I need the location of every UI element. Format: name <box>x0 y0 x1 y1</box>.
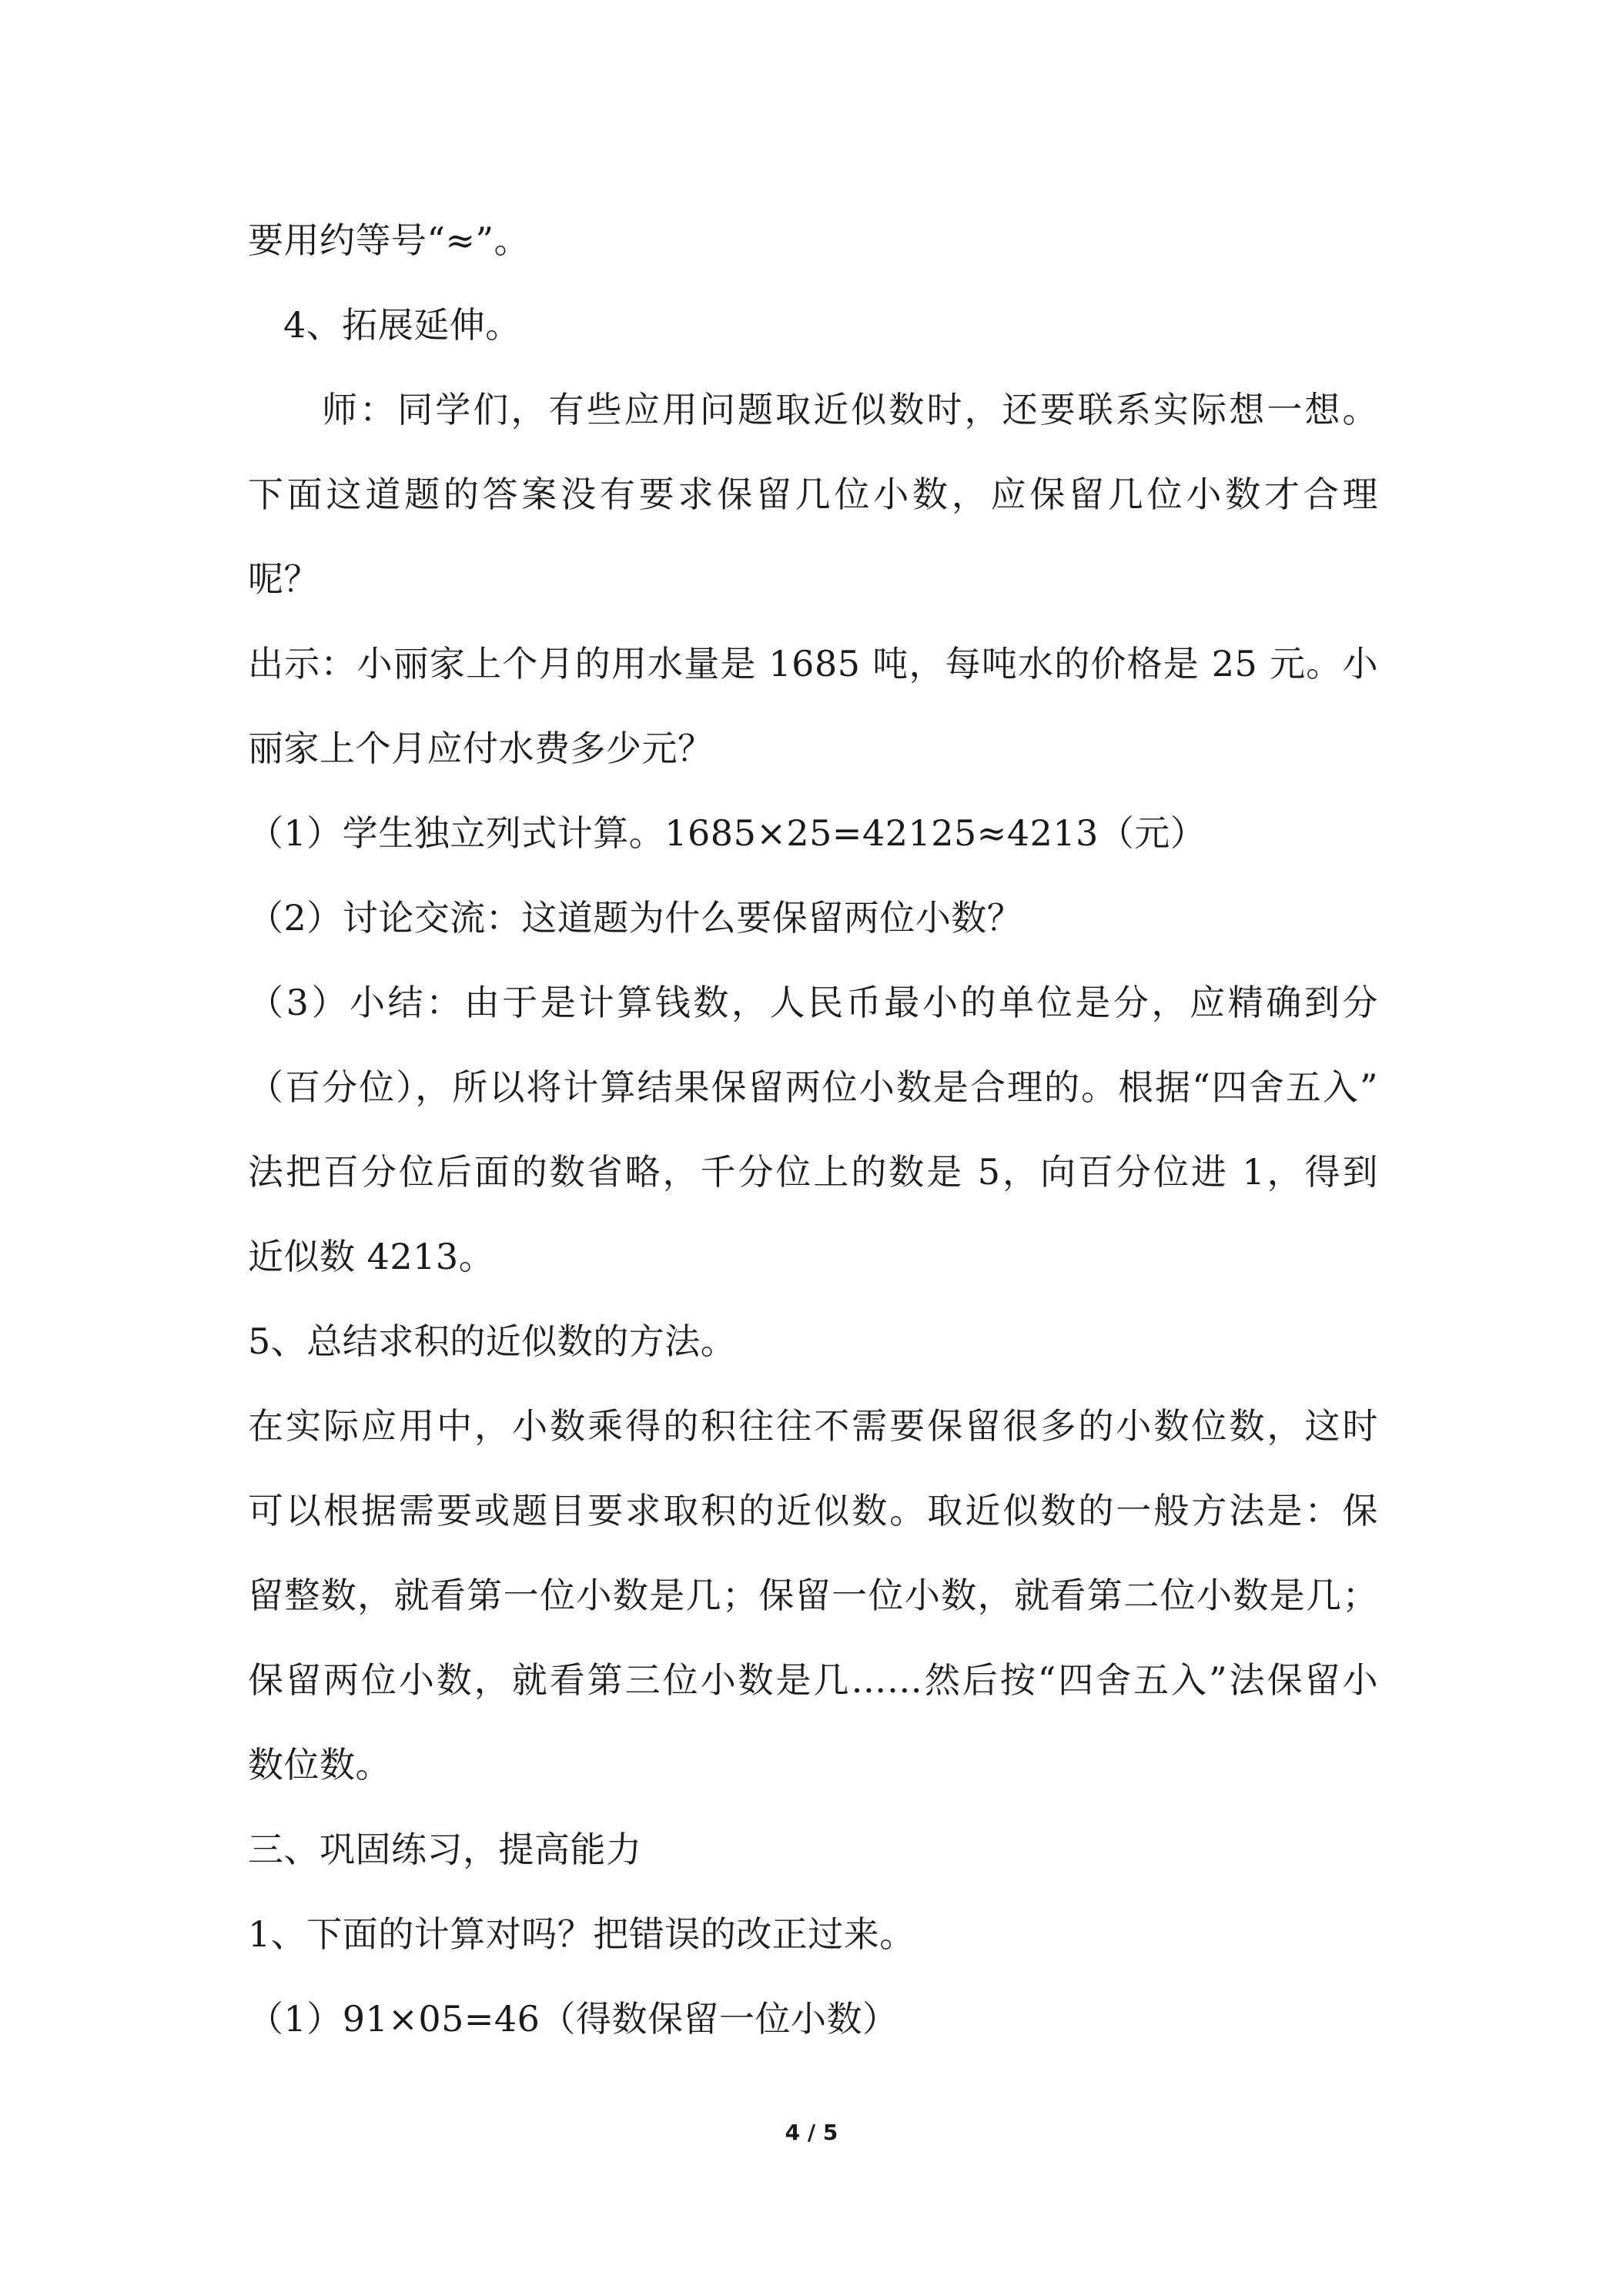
text-line-19: 数位数。 <box>248 1744 391 1786</box>
text-line-8: （1）学生独立列式计算。1685×25=42125≈4213（元） <box>248 812 1206 854</box>
exercise-item-1: （1）91×05=46（得数保留一位小数） <box>248 1998 899 2040</box>
exercise-heading-1: 1、下面的计算对吗？把错误的改正过来。 <box>248 1913 915 1955</box>
text-line-11: （百分位），所以将计算结果保留两位小数是合理的。根据“四舍五入” <box>248 1066 1378 1108</box>
section-heading-4: 4、拓展延伸。 <box>283 304 521 346</box>
text-line-10: （3）小结：由于是计算钱数，人民币最小的单位是分，应精确到分 <box>248 982 1378 1023</box>
text-line-4: 下面这道题的答案没有要求保留几位小数，应保留几位小数才合理 <box>248 474 1378 515</box>
text-line-13: 近似数 4213。 <box>248 1236 495 1277</box>
text-line-16: 可以根据需要或题目要求取积的近似数。取近似数的一般方法是：保 <box>248 1490 1378 1531</box>
text-line-6: 出示：小丽家上个月的用水量是 1685 吨，每吨水的价格是 25 元。小 <box>248 643 1378 684</box>
text-line-1: 要用约等号“≈”。 <box>248 219 530 261</box>
text-line-5: 呢？ <box>248 558 320 600</box>
text-line-15: 在实际应用中，小数乘得的积往往不需要保留很多的小数位数，这时 <box>248 1405 1378 1447</box>
page-number: 4 / 5 <box>785 2120 838 2145</box>
text-line-17: 留整数，就看第一位小数是几；保留一位小数，就看第二位小数是几； <box>248 1575 1378 1616</box>
text-line-3: 师：同学们，有些应用问题取近似数时，还要联系实际想一想。 <box>322 389 1378 430</box>
text-line-18: 保留两位小数，就看第三位小数是几……然后按“四舍五入”法保留小 <box>248 1659 1378 1701</box>
section-heading-3: 三、巩固练习，提高能力 <box>248 1829 642 1870</box>
section-heading-5: 5、总结求积的近似数的方法。 <box>248 1320 737 1362</box>
text-line-12: 法把百分位后面的数省略，千分位上的数是 5，向百分位进 1，得到 <box>248 1151 1378 1193</box>
text-line-9: （2）讨论交流：这道题为什么要保留两位小数？ <box>248 897 1023 939</box>
text-line-7: 丽家上个月应付水费多少元？ <box>248 728 714 769</box>
